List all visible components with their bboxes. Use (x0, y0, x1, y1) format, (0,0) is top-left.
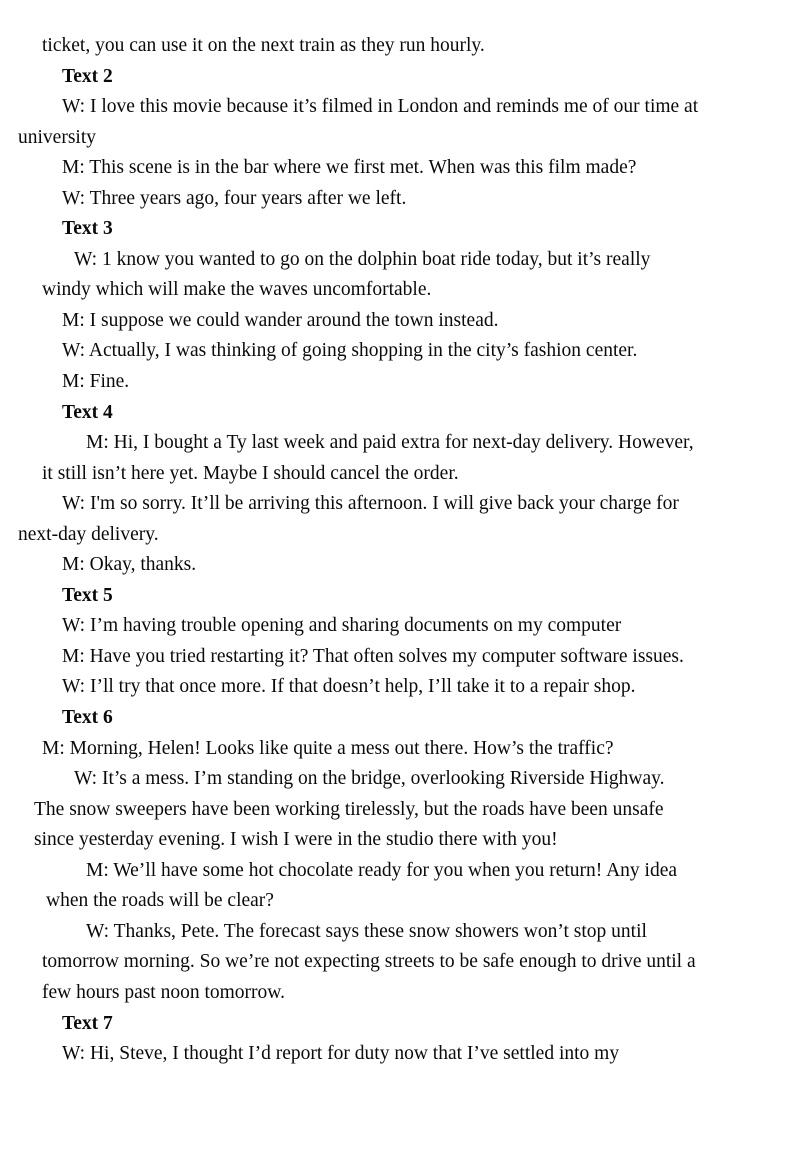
heading-text-3: Text 3 (62, 218, 113, 240)
dialogue-line: tomorrow morning. So we’re not expecting streets to be safe enough to drive until a (42, 951, 696, 973)
dialogue-line: W: I'm so sorry. It’ll be arriving this afternoon. I will give back your charge for (62, 493, 679, 515)
dialogue-line: M: Fine. (62, 371, 130, 393)
dialogue-line: The snow sweepers have been working tirelessly, but the roads have been unsafe (34, 798, 664, 820)
dialogue-line: M: Have you tried restarting it? That often solves my computer software issues. (62, 645, 684, 667)
dialogue-line: W: Thanks, Pete. The forecast says these snow showers won’t stop until (86, 920, 647, 942)
heading-text-6: Text 6 (62, 707, 113, 729)
dialogue-line: W: I’m having trouble opening and sharing documents on my computer (62, 615, 622, 637)
dialogue-line: W: I’ll try that once more. If that doesn’t help, I’ll take it to a repair shop. (62, 676, 636, 698)
dialogue-line: few hours past noon tomorrow. (42, 981, 285, 1003)
dialogue-line: M: Okay, thanks. (62, 554, 197, 576)
heading-text-5: Text 5 (62, 584, 113, 606)
dialogue-line: windy which will make the waves uncomfortable. (42, 279, 432, 301)
dialogue-line: since yesterday evening. I wish I were in the studio there with you! (34, 829, 558, 851)
dialogue-line: M: Hi, I bought a Ty last week and paid extra for next-day delivery. However, (86, 432, 694, 454)
dialogue-line: W: 1 know you wanted to go on the dolphin boat ride today, but it’s really (74, 248, 651, 270)
dialogue-line: university (18, 126, 96, 148)
dialogue-line: it still isn’t here yet. Maybe I should cancel the order. (42, 462, 459, 484)
dialogue-line: W: It’s a mess. I’m standing on the bridge, overlooking Riverside Highway. (74, 768, 665, 790)
dialogue-line: W: Actually, I was thinking of going shopping in the city’s fashion center. (62, 340, 638, 362)
dialogue-line: ticket, you can use it on the next train as they run hourly. (42, 35, 485, 56)
dialogue-line: when the roads will be clear? (46, 890, 274, 912)
dialogue-line: W: Hi, Steve, I thought I’d report for duty now that I’ve settled into my (62, 1043, 620, 1065)
dialogue-line: M: I suppose we could wander around the town instead. (62, 309, 499, 331)
heading-text-7: Text 7 (62, 1012, 113, 1034)
heading-text-2: Text 2 (62, 65, 113, 87)
heading-text-4: Text 4 (62, 401, 113, 423)
dialogue-line: M: Morning, Helen! Looks like quite a mess out there. How’s the traffic? (42, 737, 614, 759)
dialogue-line: next-day delivery. (18, 523, 159, 545)
dialogue-line: M: We’ll have some hot chocolate ready for you when you return! Any idea (86, 859, 678, 881)
dialogue-line: M: This scene is in the bar where we first met. When was this film made? (62, 157, 637, 179)
dialogue-line: W: I love this movie because it’s filmed in London and reminds me of our time at (62, 96, 699, 118)
dialogue-line: W: Three years ago, four years after we left. (62, 187, 407, 209)
